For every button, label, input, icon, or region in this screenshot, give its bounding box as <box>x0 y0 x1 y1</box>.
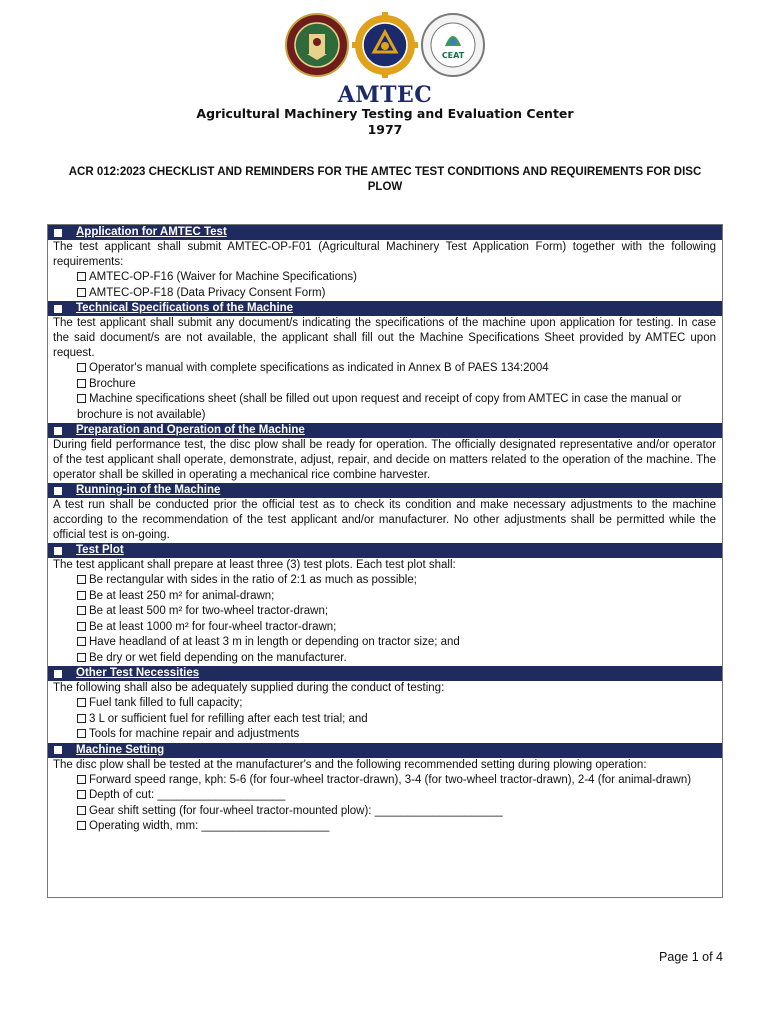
checklist-item <box>48 696 722 712</box>
section-text: The test applicant shall submit any document/s indicating the specifications of the machine upon application for testing. In case the said document/s are not available, the applicant shall fill out the Machine Specifications Sheet provided by AMTEC upon request. <box>53 317 716 359</box>
checklist-item-text: 3 L or sufficient fuel for refilling after each test trial; and <box>89 712 368 725</box>
checklist-item <box>48 651 722 667</box>
checklist-item-text: Fuel tank filled to full capacity; <box>89 697 243 709</box>
section-heading <box>48 666 722 681</box>
checkbox[interactable] <box>77 288 86 297</box>
square-bullet-icon <box>54 746 62 754</box>
checklist-item <box>48 286 722 302</box>
checklist-item-text: Machine specifications sheet (shall be filled out upon request and receipt of copy from AMTEC in case the manual or brochure is not available) <box>77 393 682 421</box>
checklist-item-text: Be rectangular with sides in the ratio of 2:1 as much as possible; <box>89 574 417 586</box>
checklist-item-text: AMTEC-OP-F18 (Data Privacy Consent Form) <box>89 286 326 299</box>
square-bullet-icon <box>54 487 62 495</box>
checklist-item-text: Depth of cut: ____________________ <box>89 789 286 801</box>
checklist-item-text: Be at least 1000 m² for four-wheel tractor-drawn; <box>89 620 337 633</box>
up-seal-icon <box>284 12 350 78</box>
checkbox[interactable] <box>77 379 86 388</box>
checklist-item-text: Operating width, mm: ____________________ <box>89 820 330 832</box>
checkbox[interactable] <box>77 606 86 615</box>
checkbox[interactable] <box>77 775 86 784</box>
document-title: ACR 012:2023 CHECKLIST AND REMINDERS FOR THE AMTEC TEST CONDITIONS AND REQUIREMENTS FOR DISC PLOW <box>68 166 702 193</box>
section-text: The disc plow shall be tested at the manufacturer's and the following recommended setting during plowing operation: <box>53 758 647 771</box>
checkbox[interactable] <box>77 363 86 372</box>
square-bullet-icon <box>54 305 62 313</box>
square-bullet-icon <box>54 670 62 678</box>
checklist-item <box>48 270 722 286</box>
checklist-item <box>48 819 722 835</box>
checklist-item-text: AMTEC-OP-F16 (Waiver for Machine Specifications) <box>89 271 357 283</box>
section-heading <box>48 743 722 758</box>
checkbox[interactable] <box>77 622 86 631</box>
section-text: The following shall also be adequately supplied during the conduct of testing: <box>53 682 445 694</box>
square-bullet-icon <box>54 427 62 435</box>
section-heading-label: Technical Specifications of the Machine <box>76 302 294 314</box>
section-heading-label: Test Plot <box>76 544 124 556</box>
checklist-item-text: Be dry or wet field depending on the manufacturer. <box>89 651 347 664</box>
section-heading <box>48 423 722 438</box>
checkbox[interactable] <box>77 653 86 662</box>
checklist-item-text: Tools for machine repair and adjustments <box>89 728 300 740</box>
checkbox[interactable] <box>77 575 86 584</box>
checkbox[interactable] <box>77 637 86 646</box>
checklist-table <box>47 224 723 898</box>
checklist-item <box>48 377 722 393</box>
org-year: 1977 <box>367 122 403 137</box>
section-heading <box>48 301 722 316</box>
checklist-item-text: Forward speed range, kph: 5-6 (for four-wheel tractor-drawn), 3-4 (for two-wheel tractor-drawn), 2-4 (for animal-drawn) <box>89 773 692 786</box>
square-bullet-icon <box>54 229 62 237</box>
section-text: During field performance test, the disc plow shall be ready for operation. The officially designated representative and/or operator of the test applicant shall operate, demonstrate, adjust, repair, and decide on matters related to the operation of the machine. The operator shall be skilled in operating a mechanical rice combine harvester. <box>53 439 716 481</box>
checklist-item <box>48 804 722 820</box>
checklist-item <box>48 573 722 589</box>
checkbox[interactable] <box>77 394 86 403</box>
checklist-item <box>48 727 722 743</box>
ceat-logo-text: CEAT <box>441 51 465 60</box>
checklist-item <box>48 604 722 620</box>
section-heading-label: Application for AMTEC Test <box>76 226 227 238</box>
section-heading-label: Preparation and Operation of the Machine <box>76 424 305 436</box>
checkbox[interactable] <box>77 714 86 723</box>
checkbox[interactable] <box>77 729 86 738</box>
checklist-item <box>48 773 722 789</box>
checklist-item <box>48 361 722 377</box>
section-heading <box>48 483 722 498</box>
section-heading <box>48 225 722 240</box>
checklist-item <box>48 589 722 605</box>
org-acronym: AMTEC <box>337 82 433 108</box>
checklist-item-text: Have headland of at least 3 m in length or depending on tractor size; and <box>89 636 460 648</box>
checkbox[interactable] <box>77 698 86 707</box>
checklist-item-text: Be at least 500 m² for two-wheel tractor-drawn; <box>89 605 329 617</box>
checkbox[interactable] <box>77 790 86 799</box>
checklist-item <box>48 788 722 804</box>
checklist-item-text: Be at least 250 m² for animal-drawn; <box>89 589 275 602</box>
section-heading-label: Running-in of the Machine <box>76 484 221 496</box>
checkbox[interactable] <box>77 272 86 281</box>
checklist-item-text: Brochure <box>89 377 136 390</box>
checklist-item <box>48 712 722 728</box>
checkbox[interactable] <box>77 806 86 815</box>
logo-strip <box>0 12 770 88</box>
amtec-logo-icon <box>352 12 418 78</box>
section-heading-label: Machine Setting <box>76 743 165 756</box>
square-bullet-icon <box>54 547 62 555</box>
checkbox[interactable] <box>77 591 86 600</box>
section-heading <box>48 543 722 558</box>
org-full-name: Agricultural Machinery Testing and Evaluation Center <box>196 106 574 121</box>
checkbox[interactable] <box>77 821 86 830</box>
section-text: The test applicant shall submit AMTEC-OP-F01 (Agricultural Machinery Test Application Form) together with the following requirements: <box>53 241 716 268</box>
section-text: A test run shall be conducted prior the official test as to check its condition and make necessary adjustments to the machine according to the recommendation of the test applicant and/or manufacturer. No other adjustments shall be permitted while the official test is on-going. <box>53 499 716 541</box>
checklist-item <box>48 620 722 636</box>
section-text: The test applicant shall prepare at least three (3) test plots. Each test plot shall: <box>53 559 456 571</box>
page-number: Page 1 of 4 <box>659 950 723 964</box>
checklist-item <box>48 635 722 651</box>
checklist-item <box>48 392 722 423</box>
ceat-logo-icon <box>420 12 486 78</box>
checklist-item-text: Gear shift setting (for four-wheel tractor-mounted plow): ____________________ <box>89 804 503 817</box>
section-heading-label: Other Test Necessities <box>76 667 200 679</box>
checklist-item-text: Operator's manual with complete specifications as indicated in Annex B of PAES 134:2004 <box>89 362 549 374</box>
